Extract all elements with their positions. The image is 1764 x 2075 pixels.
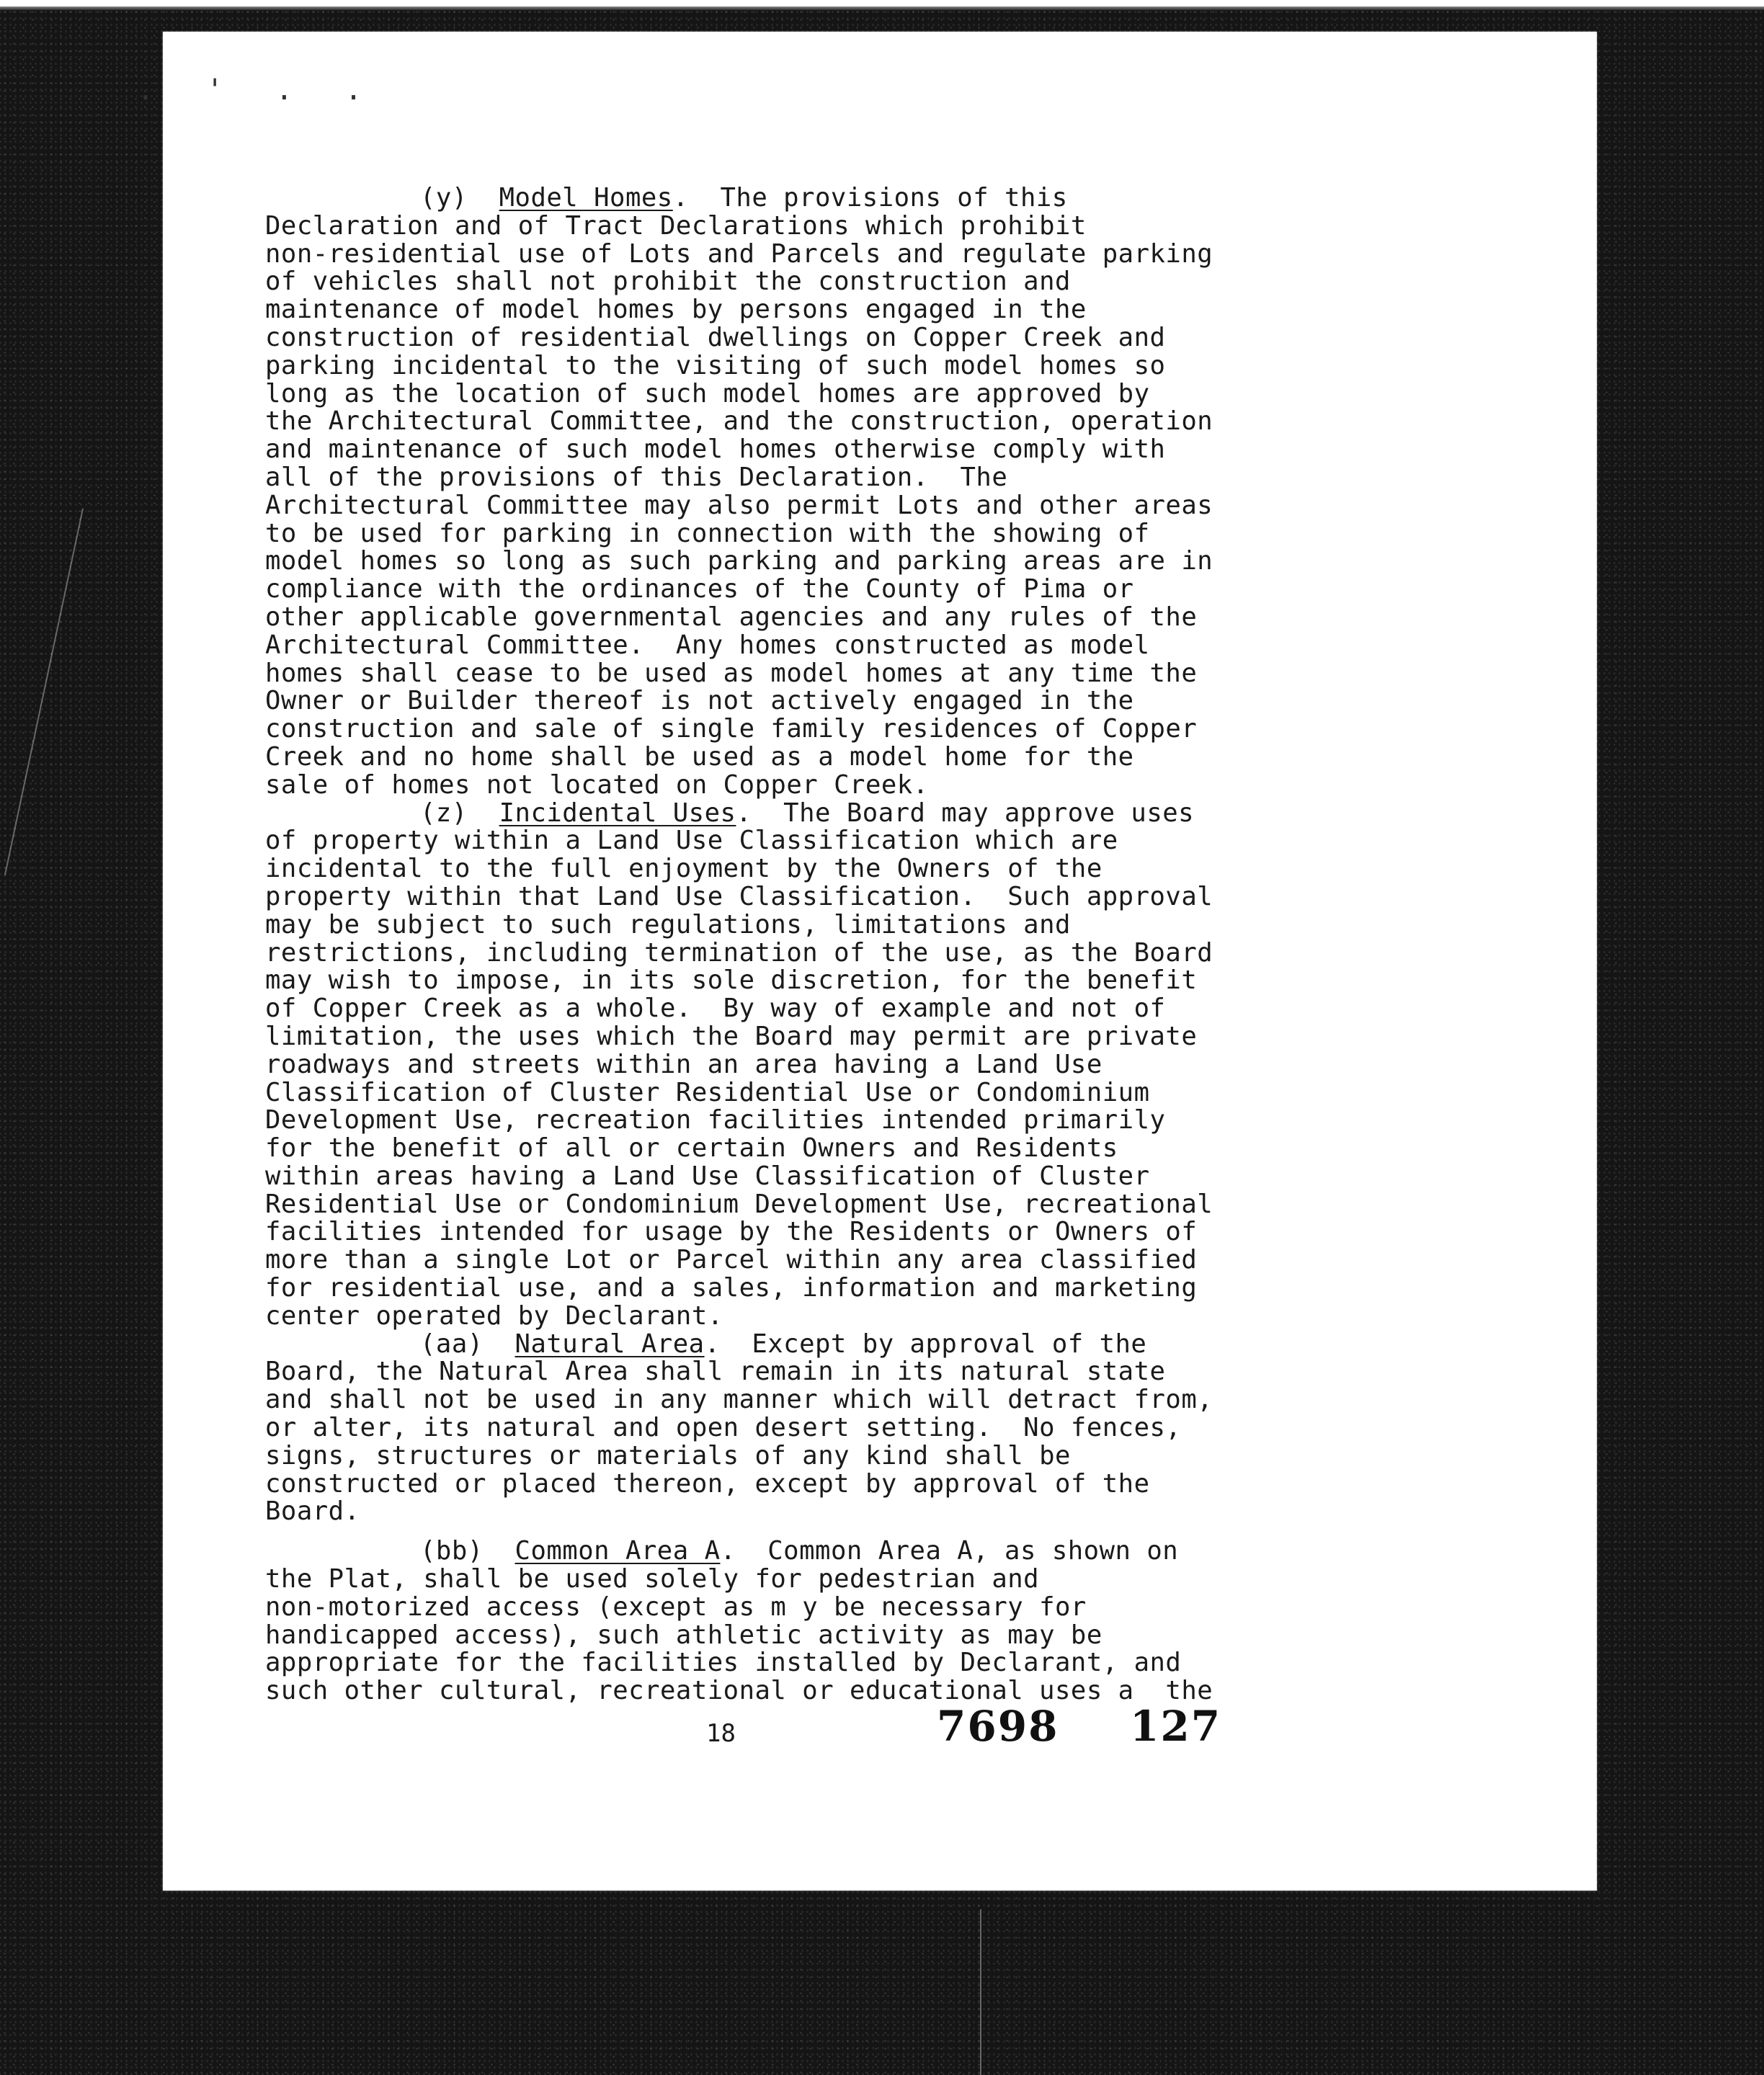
scan-scratch xyxy=(980,1909,981,2075)
body-line: incidental to the full enjoyment by the Owners of the xyxy=(265,854,1102,884)
body-line: limitation, the uses which the Board may permit are private xyxy=(265,1021,1198,1051)
body-line: facilities intended for usage by the Residents or Owners of xyxy=(265,1217,1198,1247)
body-line: of property within a Land Use Classification which are xyxy=(265,826,1118,856)
body-line: the Architectural Committee, and the construction, operation xyxy=(265,406,1213,437)
body-line: compliance with the ordinances of the County of Pima or xyxy=(265,574,1134,604)
section-label: (z) xyxy=(420,798,468,828)
body-line: other applicable governmental agencies and any rules of the xyxy=(265,602,1198,632)
body-line: or alter, its natural and open desert setting. No fences, xyxy=(265,1413,1182,1443)
body-line: restrictions, including termination of the use, as the Board xyxy=(265,937,1213,968)
section-common-area-a xyxy=(265,1538,1332,1705)
body-line: property within that Land Use Classification. Such approval xyxy=(265,881,1213,911)
section-heading: Natural Area xyxy=(514,1329,705,1359)
body-line: . The Board may approve uses xyxy=(736,798,1195,828)
body-line: Architectural Committee. Any homes constructed as model xyxy=(265,630,1150,660)
body-line: non-residential use of Lots and Parcels and regulate parking xyxy=(265,238,1213,269)
body-line: constructed or placed thereon, except by approval of the xyxy=(265,1468,1150,1499)
body-line: to be used for parking in connection with the showing of xyxy=(265,518,1150,548)
section-first-line xyxy=(265,800,1332,828)
body-line: appropriate for the facilities installed by Declarant, and xyxy=(265,1648,1182,1678)
section-first-line xyxy=(265,1538,1332,1566)
body-line: Declaration and of Tract Declarations which prohibit xyxy=(265,210,1087,241)
header-marks: . ' . . xyxy=(137,73,380,107)
body-line: Architectural Committee may also permit Lots and other areas xyxy=(265,490,1213,520)
section-first-line xyxy=(265,184,1332,213)
recording-page-number: 127 xyxy=(1130,1702,1222,1751)
body-line: for the benefit of all or certain Owners and Residents xyxy=(265,1133,1118,1164)
body-line: homes shall cease to be used as model homes at any time the xyxy=(265,658,1198,688)
body-line: Creek and no home shall be used as a model home for the xyxy=(265,741,1134,772)
section-heading: Common Area A xyxy=(514,1536,721,1566)
section-heading: Incidental Uses xyxy=(499,798,736,828)
recording-book-number: 7698 xyxy=(937,1702,1059,1751)
body-line: model homes so long as such parking and parking areas are in xyxy=(265,546,1213,576)
page-number: 18 xyxy=(706,1719,736,1748)
body-line: the Plat, shall be used solely for pedestrian and xyxy=(265,1564,1040,1594)
body-line: construction of residential dwellings on Copper Creek and xyxy=(265,322,1166,352)
body-line: Board, the Natural Area shall remain in its natural state xyxy=(265,1357,1166,1387)
body-line: handicapped access), such athletic activity as may be xyxy=(265,1620,1102,1650)
body-line: center operated by Declarant. xyxy=(265,1300,723,1331)
body-line: of Copper Creek as a whole. By way of example and not of xyxy=(265,994,1166,1024)
body-line: Classification of Cluster Residential Use or Condominium xyxy=(265,1077,1150,1107)
body-line: Residential Use or Condominium Development Use, recreational xyxy=(265,1189,1213,1219)
section-label: (aa) xyxy=(420,1329,484,1359)
section-incidental-uses xyxy=(265,800,1332,1331)
scan-top-edge xyxy=(0,0,1764,10)
body-line: of vehicles shall not prohibit the construction and xyxy=(265,267,1071,297)
body-line: Development Use, recreation facilities intended primarily xyxy=(265,1105,1166,1135)
body-line: construction and sale of single family residences of Copper xyxy=(265,714,1198,744)
body-line: Owner or Builder thereof is not actively engaged in the xyxy=(265,686,1134,716)
section-heading: Model Homes xyxy=(499,183,673,213)
body-line: long as the location of such model homes are approved by xyxy=(265,378,1150,409)
section-first-line xyxy=(265,1331,1332,1359)
section-label: (y) xyxy=(420,183,468,213)
body-line: maintenance of model homes by persons engaged in the xyxy=(265,295,1087,325)
body-line: . The provisions of this xyxy=(672,183,1068,213)
body-line: more than a single Lot or Parcel within any area classified xyxy=(265,1245,1198,1275)
body-line: and maintenance of such model homes otherwise comply with xyxy=(265,434,1166,465)
body-line: . Common Area A, as shown on xyxy=(720,1536,1179,1566)
body-line: may wish to impose, in its sole discretion, for the benefit xyxy=(265,965,1198,996)
body-line: such other cultural, recreational or educational uses a the xyxy=(265,1676,1213,1706)
body-line: sale of homes not located on Copper Creek. xyxy=(265,769,929,800)
section-label: (bb) xyxy=(420,1536,484,1566)
body-line: and shall not be used in any manner which will detract from, xyxy=(265,1385,1213,1415)
section-model-homes xyxy=(265,184,1332,800)
body-line: may be subject to such regulations, limitations and xyxy=(265,909,1071,940)
section-natural-area xyxy=(265,1331,1332,1527)
body-line: non-motorized access (except as m y be necessary for xyxy=(265,1592,1087,1622)
body-line: for residential use, and a sales, information and marketing xyxy=(265,1273,1198,1303)
body-line: roadways and streets within an area having a Land Use xyxy=(265,1049,1102,1079)
body-line: . Except by approval of the xyxy=(704,1329,1147,1359)
scan-scratch xyxy=(4,508,84,875)
body-line: all of the provisions of this Declaration. The xyxy=(265,462,1008,492)
body-line: signs, structures or materials of any kind shall be xyxy=(265,1440,1071,1471)
body-line: Board. xyxy=(265,1496,360,1527)
body-line: within areas having a Land Use Classification of Cluster xyxy=(265,1161,1150,1191)
document-body xyxy=(265,184,1332,1705)
body-line: parking incidental to the visiting of such model homes so xyxy=(265,350,1166,380)
